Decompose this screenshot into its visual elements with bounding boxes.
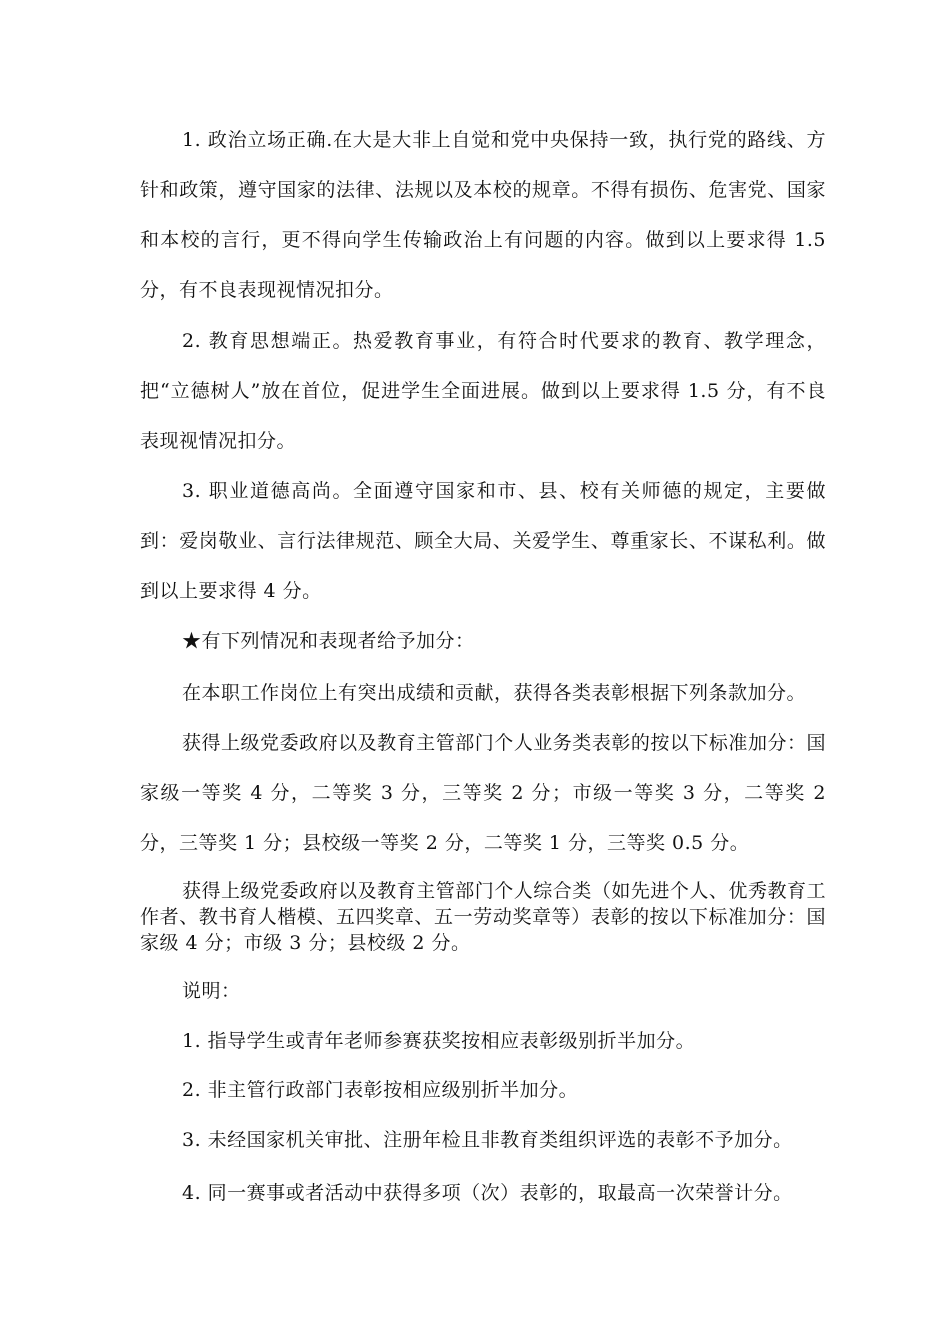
- paragraph-education-thought: 2. 教育思想端正。热爱教育事业，有符合时代要求的教育、教学理念，把“立德树人”放在首位，促进学生全面进展。做到以上要求得 1.5 分，有不良表现视情况扣分。: [140, 330, 826, 452]
- paragraph-note-4: 4. 同一赛事或者活动中获得多项（次）表彰的，取最高一次荣誉计分。: [182, 1182, 793, 1204]
- paragraph-professional-ethics: 3. 职业道德高尚。全面遵守国家和市、县、校有关师德的规定，主要做到：爱岗敬业、言行法律规范、顾全大局、关爱学生、尊重家长、不谋私利。做到以上要求得 4 分。: [140, 480, 826, 602]
- paragraph-note-2: 2. 非主管行政部门表彰按相应级别折半加分。: [182, 1079, 579, 1101]
- paragraph-business-awards: 获得上级党委政府以及教育主管部门个人业务类表彰的按以下标准加分：国家级一等奖 4 分，二等奖 3 分，三等奖 2 分；市级一等奖 3 分，二等奖 2 分，三等奖 1 分；县校级一等奖 2 分，二等奖 1 分，三等奖 0.5 分。: [140, 732, 826, 854]
- paragraph-political-stance: 1. 政治立场正确.在大是大非上自觉和党中央保持一致，执行党的路线、方针和政策，遵守国家的法律、法规以及本校的规章。不得有损伤、危害党、国家和本校的言行，更不得向学生传输政治上有问题的内容。做到以上要求得 1.5 分，有不良表现视情况扣分。: [140, 129, 826, 301]
- paragraph-bonus-intro: 在本职工作岗位上有突出成绩和贡献，获得各类表彰根据下列条款加分。: [182, 682, 807, 704]
- paragraph-notes-heading: 说明：: [182, 980, 241, 1002]
- paragraph-note-3: 3. 未经国家机关审批、注册年检且非教育类组织评选的表彰不予加分。: [182, 1129, 793, 1151]
- paragraph-bonus-heading: ★有下列情况和表现者给予加分：: [182, 630, 475, 652]
- paragraph-comprehensive-awards: 获得上级党委政府以及教育主管部门个人综合类（如先进个人、优秀教育工作者、教书育人楷模、五四奖章、五一劳动奖章等）表彰的按以下标准加分：国家级 4 分；市级 3 分；县校级 2 分。: [140, 880, 826, 954]
- paragraph-note-1: 1. 指导学生或青年老师参赛获奖按相应表彰级别折半加分。: [182, 1030, 696, 1052]
